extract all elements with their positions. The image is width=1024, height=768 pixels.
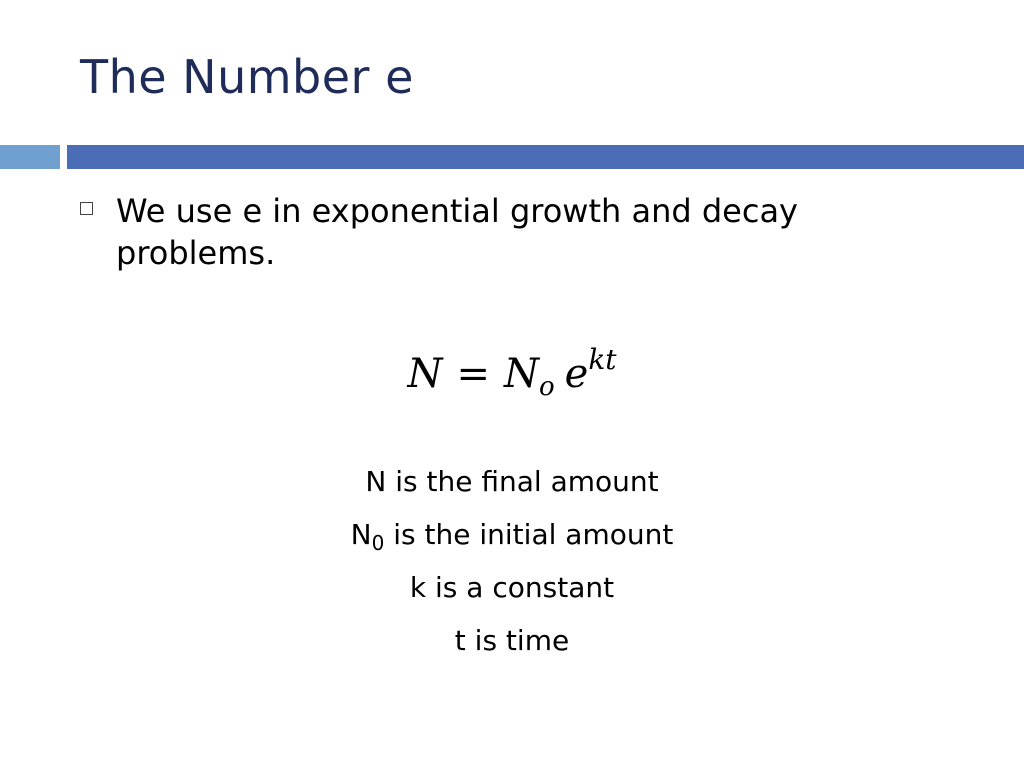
definition-text: is time — [465, 624, 570, 657]
definition-symbol: N — [350, 518, 372, 551]
formula-lhs: N — [407, 351, 443, 397]
formula-base: N — [503, 351, 539, 397]
definition-text: is the initial amount — [384, 518, 674, 551]
definitions-list — [0, 455, 1024, 667]
definition-line — [0, 614, 1024, 667]
definition-symbol: t — [454, 624, 466, 657]
accent-bar-main — [67, 145, 1024, 169]
definition-symbol: N — [365, 465, 387, 498]
definition-line — [0, 561, 1024, 614]
formula-exp-base: e — [564, 351, 589, 397]
growth-formula — [0, 330, 1024, 417]
accent-bar-left — [0, 145, 60, 169]
definition-text: is a constant — [426, 571, 615, 604]
definition-line — [0, 508, 1024, 561]
slide-title: The Number e — [80, 50, 414, 104]
formula-equals: = — [456, 351, 490, 397]
definition-symbol: k — [409, 571, 427, 604]
definition-line — [0, 455, 1024, 508]
formula-base-subscript: o — [538, 372, 555, 402]
definition-subscript: 0 — [371, 531, 385, 555]
square-bullet-icon — [80, 202, 93, 215]
definition-text: is the final amount — [386, 465, 659, 498]
formula-exponent: kt — [588, 343, 617, 376]
bullet-text: We use e in exponential growth and decay problems. — [116, 192, 798, 272]
